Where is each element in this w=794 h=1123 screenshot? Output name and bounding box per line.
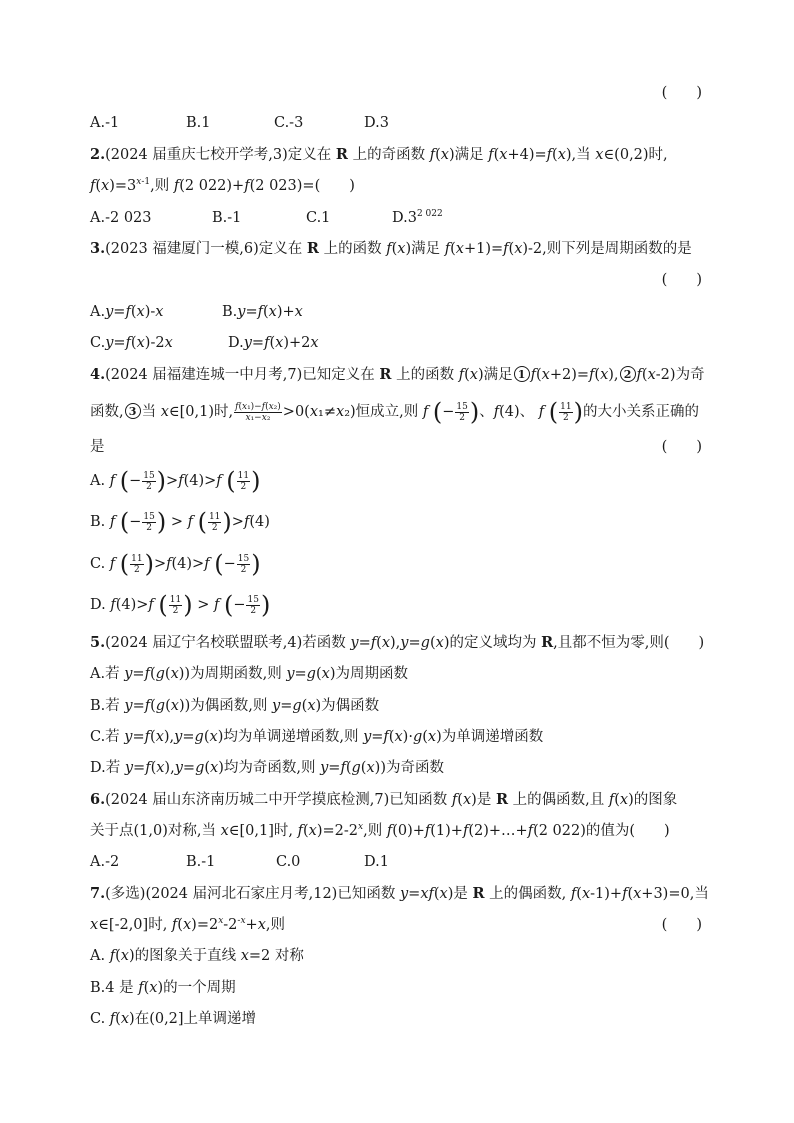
q6-option-d: D.1 [364,854,389,870]
q5-line-1: 5.(2024 届辽宁名校联盟联考,4)若函数 y=f(x),y=g(x)的定义域均为 R,且都不恒为零,则( ) [90,634,705,651]
q2-option-b: B.-1 [212,210,242,226]
q7-answer-paren: ( ) [661,917,702,933]
q1-option-d: D.3 [364,115,389,131]
q6-option-a: A.-2 [90,854,120,870]
q1-option-b: B.1 [186,115,211,131]
q3-option-a: A.y=f(x)-x [90,304,164,320]
q4-option-d: D. f(4)>f ( $\frac{11}{2}$ ) > f (− $\frac{15}{2}$ ) [90,591,271,619]
q2-option-d: $D.3^{2 022}$ [392,209,443,226]
q5-option-b: B.若 y=f(g(x))为偶函数,则 y=g(x)为偶函数 [90,698,380,714]
q5-option-a: A.若 y=f(g(x))为周期函数,则 y=g(x)为周期函数 [90,666,408,682]
q5-option-c: C.若 y=f(x),y=g(x)均为单调递增函数,则 y=f(x)·g(x)为单调递增函数 [90,729,544,745]
q7-option-b: B.4 是 f(x)的一个周期 [90,980,236,996]
q1-option-c: C.-3 [274,115,304,131]
q2-option-a: A.-2 023 [90,210,152,226]
q2-line-1: 2.(2024 届重庆七校开学考,3)定义在 R 上的奇函数 f(x)满足 f(x+4)=f(x),当 x∈(0,2)时, [90,146,668,163]
q4-option-b: B. f (− $\frac{15}{2}$ ) > f ( $\frac{11}{2}$ )>f(4) [90,508,270,536]
q4-answer-paren: ( ) [661,439,702,455]
q3-option-c: C.y=f(x)-2x [90,335,173,351]
q6-option-c: C.0 [276,854,301,870]
q7-line-1: 7.(多选)(2024 届河北石家庄月考,12)已知函数 y=xf(x)是 R 上的偶函数, f(x-1)+f(x+3)=0,当 [90,885,709,902]
q4-line-2: 函数, 3 当 x∈[0,1)时, $\frac{\text{f(x₁)−f(x₂)}}{\text{x₁−x₂}}$ >0(x₁≠x₂)恒成立,则 f (− $\frac{15}{2}$ )、f(4)、 f ( $\frac{11}{2}$ )的大小关系正确的 [90,398,699,426]
q2-option-c: C.1 [306,210,331,226]
q2-line-2: $f(x)=3^{x-1}$,则 f(2 022)+f(2 023)=( ) [90,177,355,194]
q6-line-2: 关于点(1,0)对称,当 x∈[0,1]时, $f(x)=2-2^x$,则 f(0)+f(1)+f(2)+…+f(2 022)的值为( ) [90,822,670,839]
q7-option-c: C. f(x)在(0,2]上单调递增 [90,1011,257,1027]
q4-option-c: C. f ( $\frac{11}{2}$ )>f(4)>f (− $\frac{15}{2}$ ) [90,550,261,578]
q6-line-1: 6.(2024 届山东济南历城二中开学摸底检测,7)已知函数 f(x)是 R 上的偶函数,且 f(x)的图象 [90,791,678,808]
q1-option-a: A.-1 [90,115,120,131]
q1-answer-paren: ( ) [661,85,702,101]
q3-option-d: D.y=f(x)+2x [228,335,319,351]
q3-option-b: B.y=f(x)+x [222,304,303,320]
q7-option-a: A. f(x)的图象关于直线 x=2 对称 [90,948,304,964]
q4-line-1: 4.(2024 届福建连城一中月考,7)已知定义在 R 上的函数 f(x)满足 1 f(x+2)=f(x), 2 f(x-2)为奇 [90,366,705,383]
q7-line-2: x∈[-2,0]时, $f(x)=2^x-2^{-x}+x$,则 [90,916,285,933]
q4-option-a: A. f (− $\frac{15}{2}$ )>f(4)>f ( $\frac{11}{2}$ ) [90,467,261,495]
q3-answer-paren: ( ) [661,272,702,288]
q5-option-d: D.若 y=f(x),y=g(x)均为奇函数,则 y=f(g(x))为奇函数 [90,760,444,776]
q4-line-3: 是 [90,439,105,455]
q3-line-1: 3.(2023 福建厦门一模,6)定义在 R 上的函数 f(x)满足 f(x+1)=f(x)-2,则下列是周期函数的是 [90,240,692,257]
q6-option-b: B.-1 [186,854,216,870]
